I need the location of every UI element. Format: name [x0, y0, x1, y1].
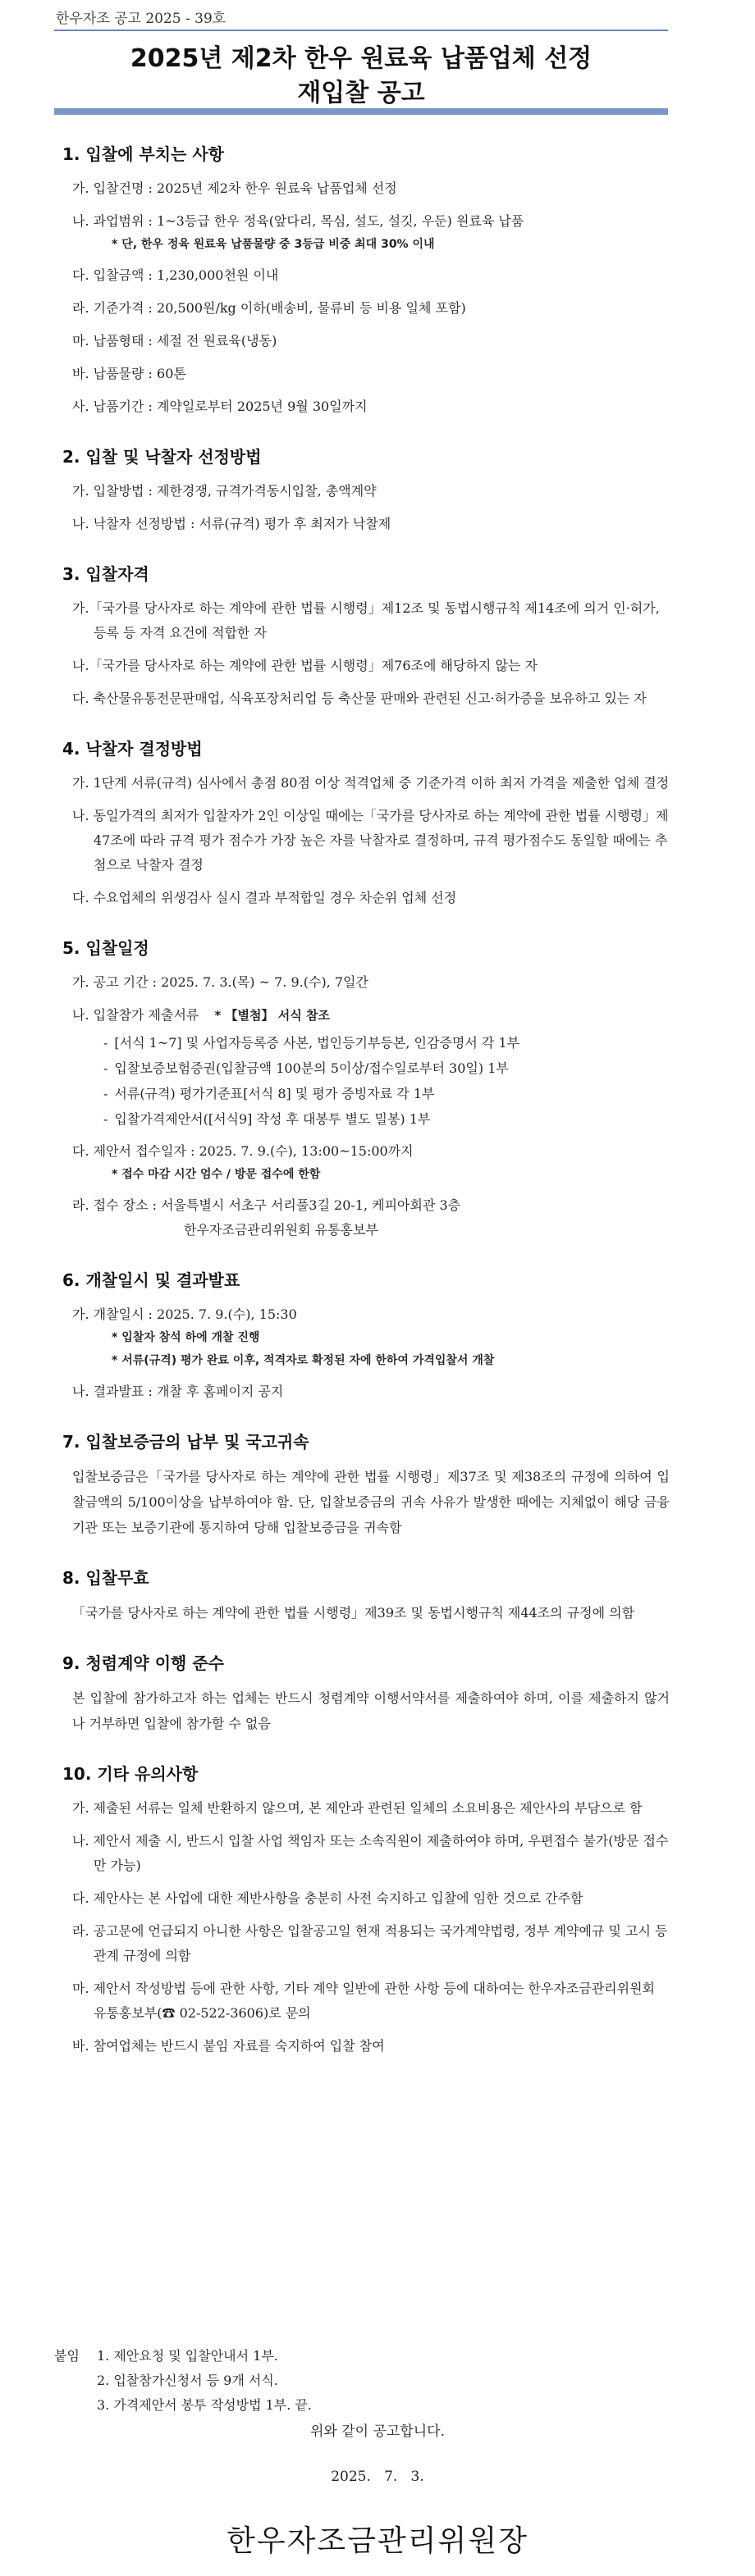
list-item: 나. 동일가격의 최저가 입찰자가 2인 이상일 때에는「국가를 당사자로 하는 계약에 관한 법률 시행령」제47조에 따라 규격 평가 점수가 가장 높은 자를 낙찰자로 결정하며, 규격 평가점수도 동일할 때에는 추첨으로 낙찰자 결정 [72, 808, 669, 873]
issue-number: 한우자조 공고 2025 - 39호 [56, 11, 226, 27]
list-item: 라. 공고문에 언급되지 아니한 사항은 입찰공고일 현재 적용되는 국가계약법령, 정부 계약예규 및 고시 등 관계 규정에 의함 [72, 1923, 668, 1963]
list-item: 나.「국가를 당사자로 하는 계약에 관한 법률 시행령」제76조에 해당하지 않는 자 [72, 658, 538, 673]
note: * 접수 마감 시간 엄수 / 방문 접수에 한함 [112, 1168, 321, 1181]
section-bid-method [62, 444, 670, 536]
header-rule-bottom [54, 108, 668, 115]
list-item: 사. 납품기간 : 계약일로부터 2025년 9월 30일까지 [72, 399, 368, 414]
list-item: 다. 축산물유통전문판매업, 식육포장처리업 등 축산물 판매와 관련된 신고·허가증을 보유하고 있는 자 [72, 691, 647, 706]
list-item: 가. 공고 기간 : 2025. 7. 3.(목) ~ 7. 9.(수), 7일간 [72, 974, 368, 990]
doc-item: - 서류(규격) 평가기준표[서식 8] 및 평가 증빙자료 각 1부 [103, 1086, 435, 1101]
page-title-line1: 2025년 제2차 한우 원료육 납품업체 선정 [130, 44, 593, 73]
list-item: 바. 납품물량 : 60톤 [72, 366, 186, 381]
list-item: 바. 참여업체는 반드시 붙임 자료를 숙지하여 입찰 참여 [72, 2038, 385, 2054]
list-item: 나. 낙찰자 선정방법 : 서류(규격) 평가 후 최저가 낙찰제 [72, 516, 391, 531]
section-winner-decision [62, 736, 670, 910]
list-item: 라. 접수 장소 : 서울특별시 서초구 서리풀3길 20-1, 케피아회관 3층 [72, 1197, 461, 1213]
doc-item: - 입찰가격제안서([서식9] 작성 후 대봉투 별도 밀봉) 1부 [103, 1111, 431, 1127]
list-item: 가.「국가를 당사자로 하는 계약에 관한 법률 시행령」제12조 및 동법시행규칙 제14조에 의거 인·허가, 등록 등 자격 요건에 적합한 자 [72, 600, 660, 641]
list-item: 가. 개찰일시 : 2025. 7. 9.(수), 15:30 [72, 1306, 297, 1322]
docs-label: 나. 입찰참가 제출서류 [72, 1007, 199, 1023]
docs-reference: * 【별첨】 서식 참조 [214, 1008, 330, 1023]
paragraph: 「국가를 당사자로 하는 계약에 관한 법률 시행령」제39조 및 동법시행규칙 제44조의 규정에 의함 [72, 1605, 635, 1621]
attachment-item: 2. 입찰참가신청서 등 9개 서식. [97, 2373, 278, 2388]
list-item: 라. 기준가격 : 20,500원/kg 이하(배송비, 물류비 등 비용 일체 포함) [72, 300, 466, 316]
list-item: 다. 제안서 접수일자 : 2025. 7. 9.(수), 13:00~15:00까지 [72, 1143, 414, 1159]
list-item: 나. 제안서 제출 시, 반드시 입찰 사업 책임자 또는 소속직원이 제출하여야 하며, 우편접수 불가(방문 접수만 가능) [72, 1833, 669, 1873]
list-item [62, 1003, 670, 1028]
doc-item: - [서식 1~7] 및 사업자등록증 사본, 법인등기부등본, 인감증명서 각 1부 [103, 1035, 520, 1051]
list-item: 가. 1단계 서류(규격) 심사에서 총점 80점 이상 적격업체 중 기준가격 이하 최저 가격을 제출한 업체 결정 [72, 775, 670, 791]
section-heading: 10. 기타 유의사항 [62, 1764, 199, 1784]
doc-item: - 입찰보증보험증권(입찰금액 100분의 5이상/접수일로부터 30일) 1부 [103, 1060, 509, 1076]
section-heading: 5. 입찰일정 [62, 938, 149, 958]
section-heading: 3. 입찰자격 [62, 564, 149, 584]
note: * 단, 한우 정육 원료육 납품물량 중 3등급 비중 최대 30% 이내 [112, 238, 435, 251]
list-item: 마. 납품형태 : 세절 전 원료육(냉동) [72, 333, 277, 349]
section-heading: 6. 개찰일시 및 결과발표 [62, 1270, 240, 1290]
header-rule-top [54, 30, 668, 31]
section-heading: 1. 입찰에 부치는 사항 [62, 144, 224, 164]
section-other-notes [62, 1761, 670, 2059]
notice-body [62, 141, 670, 2083]
list-item: 가. 제출된 서류는 일체 반환하지 않으며, 본 제안과 관련된 일체의 소요비용은 제안사의 부담으로 함 [72, 1800, 643, 1816]
note: * 입찰자 참석 하에 개찰 진행 [112, 1331, 260, 1344]
list-item: 마. 제안서 작성방법 등에 관한 사항, 기타 계약 일반에 관한 사항 등에 대하여는 한우자조금관리위원회 유통홍보부(☎ 02-522-3606)로 문의 [72, 1981, 655, 2021]
section-heading: 4. 낙찰자 결정방법 [62, 739, 203, 759]
section-heading: 2. 입찰 및 낙찰자 선정방법 [62, 447, 262, 467]
place-department: 한우자조금관리위원회 유통홍보부 [184, 1222, 378, 1238]
attachment-item: 1. 제안요청 및 입찰안내서 1부. [97, 2348, 278, 2364]
note: * 서류(규격) 평가 완료 이후, 적격자로 확정된 자에 한하여 가격입찰서 개찰 [112, 1354, 495, 1367]
list-item: 나. 결과발표 : 개찰 후 홈페이지 공지 [72, 1384, 284, 1399]
list-item: 다. 제안사는 본 사업에 대한 제반사항을 충분히 사전 숙지하고 입찰에 임한 것으로 간주함 [72, 1890, 583, 1906]
list-item: 나. 과업범위 : 1~3등급 한우 정육(앞다리, 목심, 설도, 설깃, 우둔) 원료육 납품 [72, 213, 524, 229]
section-heading: 7. 입찰보증금의 납부 및 국고귀속 [62, 1432, 309, 1452]
section-heading: 8. 입찰무효 [62, 1568, 149, 1588]
section-bid-subject [62, 141, 670, 419]
page-title-line2: 재입찰 공고 [297, 79, 425, 107]
section-qualification [62, 561, 670, 711]
list-item: 가. 입찰방법 : 제한경쟁, 규격가격동시입찰, 총액계약 [72, 483, 377, 499]
section-heading: 9. 청렴계약 이행 준수 [62, 1653, 224, 1673]
section-opening [62, 1267, 670, 1404]
section-schedule [62, 935, 670, 1242]
paragraph: 본 입찰에 참가하고자 하는 업체는 반드시 청렴계약 이행서약서를 제출하여야 하며, 이를 제출하지 않거나 거부하면 입찰에 참가할 수 없음 [72, 1690, 670, 1731]
section-invalid-bid [62, 1565, 670, 1625]
paragraph: 입찰보증금은「국가를 당사자로 하는 계약에 관한 법률 시행령」제37조 및 제38조의 규정에 의하여 입찰금액의 5/100이상을 납부하여야 함. 단, 입찰보증금의 귀속 사유가 발생한 때에는 지체없이 해당 금융기관 또는 보증기관에 통지하여 당해 입찰보증금을 귀속함 [72, 1469, 670, 1535]
closing-statement: 위와 같이 공고합니다. [309, 2423, 445, 2440]
attachment-item: 3. 가격제안서 봉투 작성방법 1부. 끝. [97, 2397, 312, 2413]
list-item: 가. 입찰건명 : 2025년 제2차 한우 원료육 납품업체 선정 [72, 180, 397, 196]
signature: 한우자조금관리위원장 [226, 2524, 528, 2558]
attachments-label: 붙임 [54, 2348, 80, 2364]
list-item: 다. 입찰금액 : 1,230,000천원 이내 [72, 267, 279, 283]
section-deposit [62, 1429, 670, 1540]
notice-date: 2025. 7. 3. [331, 2469, 424, 2485]
attachments [54, 2344, 661, 2418]
section-integrity [62, 1650, 670, 1736]
list-item: 다. 수요업체의 위생검사 실시 결과 부적합일 경우 차순위 업체 선정 [72, 890, 457, 905]
